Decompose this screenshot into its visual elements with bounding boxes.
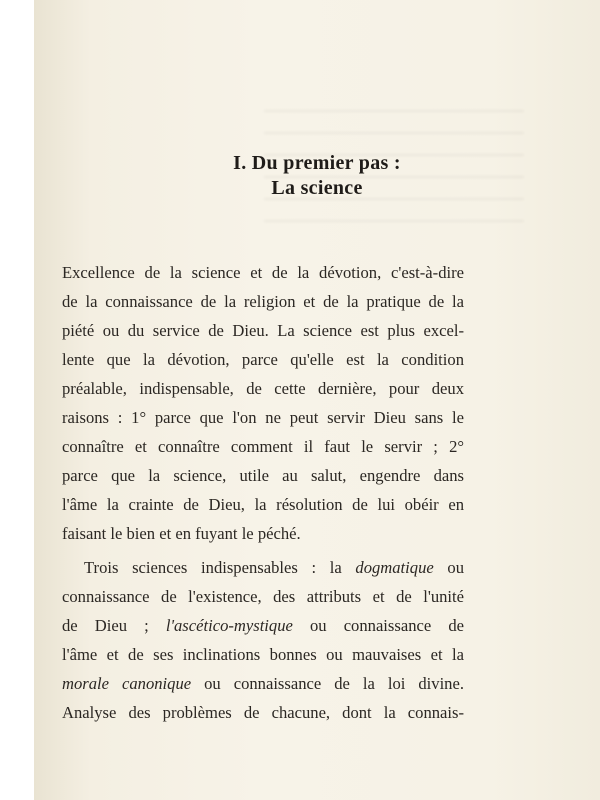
paragraph-2-line: l'âme et de ses inclinations bonnes ou mauvaises et la	[62, 645, 464, 664]
paragraph-1-line: l'âme la crainte de Dieu, la résolution de lui obéir en	[62, 495, 464, 514]
paragraph-1-line: de la connaissance de la religion et de la pratique de la	[62, 292, 464, 311]
paragraph-2-line: morale canonique ou connaissance de la loi divine.	[62, 674, 464, 693]
paragraph-1-line: faisant le bien et en fuyant le péché.	[62, 524, 301, 543]
paragraph-1-line: lente que la dévotion, parce qu'elle est la condition	[62, 350, 464, 369]
paragraph-1-line: Excellence de la science et de la dévotion, c'est-à-dire	[62, 263, 464, 282]
chapter-heading-line-1: I. Du premier pas :	[233, 152, 401, 174]
italic-term: l'ascético-mystique	[165, 616, 293, 635]
paragraph-2-line: Trois sciences indispensables : la dogmatique ou	[84, 558, 464, 577]
chapter-heading-line-2: La science	[271, 177, 363, 199]
italic-term: dogmatique	[355, 558, 434, 577]
paragraph-2-line: connaissance de l'existence, des attributs et de l'unité	[62, 587, 464, 606]
book-page	[34, 0, 600, 800]
italic-term: morale canonique	[62, 674, 192, 693]
paragraph-1-line: préalable, indispensable, de cette dernière, pour deux	[62, 379, 464, 398]
paragraph-2-line: Analyse des problèmes de chacune, dont la connais-	[62, 703, 464, 722]
paragraph-1-line: raisons : 1° parce que l'on ne peut servir Dieu sans le	[62, 408, 464, 427]
paragraph-1-line: parce que la science, utile au salut, engendre dans	[62, 466, 464, 485]
paragraph-1-line: connaître et connaître comment il faut le servir ; 2°	[62, 437, 464, 456]
paragraph-2-line: de Dieu ; l'ascético-mystique ou connaissance de	[62, 616, 464, 635]
paragraph-1-line: piété ou du service de Dieu. La science est plus excel-	[62, 321, 464, 340]
show-through-text	[264, 110, 524, 240]
